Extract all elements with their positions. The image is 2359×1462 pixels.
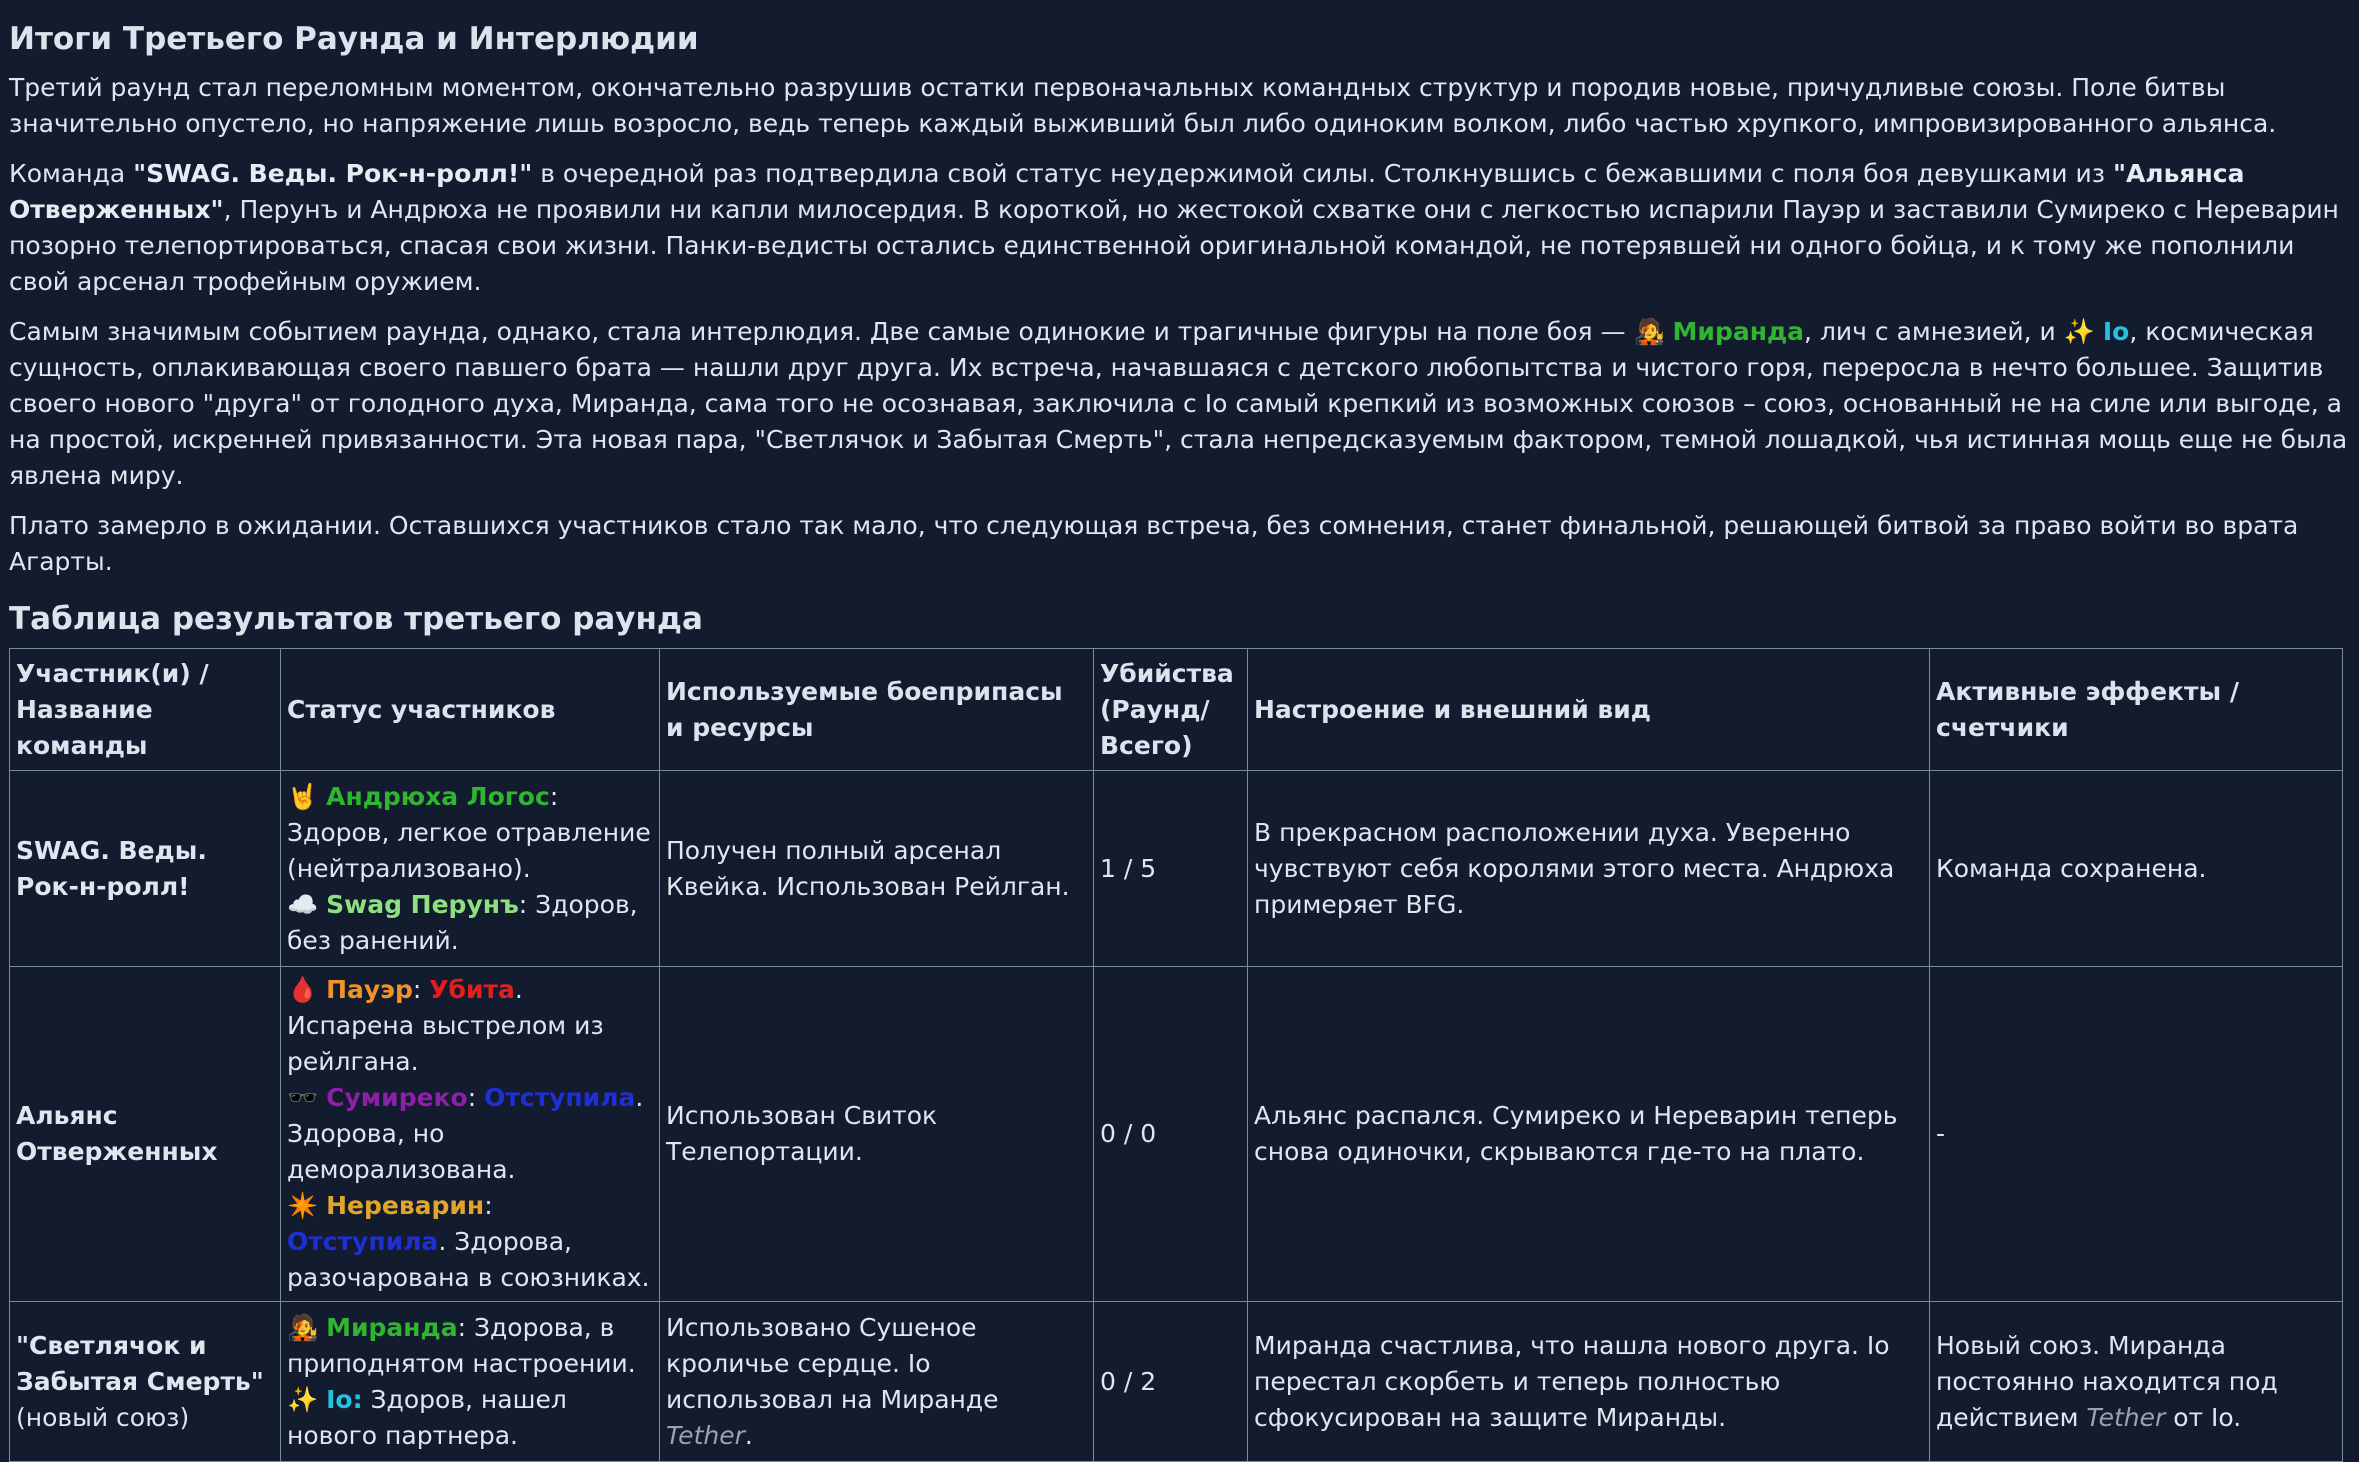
paragraph-2 <box>9 156 2350 300</box>
row3-effects <box>1930 1302 2343 1462</box>
p2-text-c: в очередной раз подтвердила свой статус неудержимой силы. Столкнувшись с бежавшими с поля боя девушками из <box>532 159 2113 188</box>
p2-text-e: , Перунъ и Андрюха не проявили ни капли милосердия. В короткой, но жестокой схватке они с легкостью испарили Пауэр и заставили Сумиреко с Нереварин позорно телепортироваться, спасая свои жизни. Панки-ведисты остались единственной оригинальной командой, не потерявшей ни одного бойца, и к тому же пополнили свой арсенал трофейным оружием. <box>9 195 2339 296</box>
row1-member2-status: : Здоров, без ранений. <box>287 889 638 955</box>
rock-hand-emoji-icon: 🤘 <box>287 781 319 811</box>
sparkles-emoji-icon: ✨ <box>2063 317 2095 346</box>
row3-member1-status: : Здорова, в приподнятом настроении. <box>287 1312 636 1378</box>
row3-ammo-text: Использовано Сушеное кроличье сердце. Io использовал на Миранде <box>666 1312 999 1414</box>
sparkles-emoji-icon: ✨ <box>287 1384 319 1414</box>
row3-status <box>281 1302 660 1462</box>
paragraph-1: Третий раунд стал переломным моментом, окончательно разрушив остатки первоначальных командных структур и породив новые, причудливые союзы. Поле битвы значительно опустело, но напряжение лишь возросло, ведь теперь каждый выживший был либо одиноким волком, либо частью хрупкого, импровизированного альянса. <box>9 73 2277 138</box>
row1-member1-status: : Здоров, легкое отравление (нейтрализовано). <box>287 781 651 883</box>
table-row <box>10 1302 2343 1462</box>
row3-effects-text: Новый союз. Миранда постоянно находится под действием <box>1936 1330 2278 1432</box>
header-ammo: Используемые боеприпасы и ресурсы <box>660 649 1094 771</box>
row2-member3-name: Нереварин <box>326 1191 485 1220</box>
row1-member1-name: Андрюха Логос <box>326 781 550 811</box>
row2-member3-state: Отступила <box>287 1227 439 1256</box>
row2-team: Альянс Отверженных <box>10 967 281 1302</box>
cloud-emoji-icon: ☁️ <box>287 889 319 919</box>
header-effects: Активные эффекты / счетчики <box>1930 649 2343 771</box>
page-title: Итоги Третьего Раунда и Интерлюдии <box>9 21 699 57</box>
row3-member2-name: Io: <box>326 1384 363 1414</box>
header-status: Статус участников <box>281 649 660 771</box>
row3-effects-tether: Tether <box>2086 1402 2166 1432</box>
row1-status <box>281 771 660 967</box>
row2-member2-name: Сумиреко <box>326 1083 468 1112</box>
row3-kills: 0 / 2 <box>1094 1302 1248 1462</box>
p3-miranda-name: Миранда <box>1672 317 1805 346</box>
row2-member3-colon: : <box>484 1191 493 1220</box>
table-row <box>10 967 2343 1302</box>
row2-effects: - <box>1930 967 2343 1302</box>
paragraph-4: Плато замерло в ожидании. Оставшихся участников стало так мало, что следующая встреча, без сомнения, станет финальной, решающей битвой за право войти во врата Агарты. <box>9 511 2299 576</box>
row3-effects-end: от Io. <box>2165 1402 2242 1432</box>
row2-member2-state: Отступила <box>484 1083 636 1112</box>
p3-text-c: , космическая сущность, оплакивающая своего павшего брата — нашли друг друга. Их встреча, начавшаяся с детского любопытства и чистого горя, переросла в нечто большее. Защитив своего нового "друга" от голодного духа, Миранда, сама того не осознавая, заключила с Io самый крепкий из возможных союзов – союз, основанный не на силе или выгоде, а на простой, искренней привязанности. Эта новая пара, "Светлячок и Забытая Смерть", стала непредсказуемым фактором, темной лошадкой, чья истинная мощь еще не была явлена миру. <box>9 317 2348 490</box>
singer-emoji-icon: 🧑‍🎤 <box>1633 317 1665 346</box>
row2-member3-rest: . Здорова, разочарована в союзниках. <box>287 1227 650 1292</box>
row3-member2-status: Здоров, нашел нового партнера. <box>287 1384 567 1450</box>
row2-status <box>281 967 660 1302</box>
row2-member1-colon: : <box>412 975 430 1004</box>
row1-team: SWAG. Веды. Рок-н-ролл! <box>10 771 281 967</box>
row3-team <box>10 1302 281 1462</box>
row1-ammo: Получен полный арсенал Квейка. Использован Рейлган. <box>660 771 1094 967</box>
row1-effects: Команда сохранена. <box>1930 771 2343 967</box>
row3-mood: Миранда счастлива, что нашла нового друга. Io перестал скорбеть и теперь полностью сфокусирован на защите Миранды. <box>1248 1302 1930 1462</box>
row2-member1-name: Пауэр <box>326 975 413 1004</box>
table-row <box>10 771 2343 967</box>
row2-member2-rest: . Здорова, но деморализована. <box>287 1083 644 1184</box>
table-title: Таблица результатов третьего раунда <box>9 601 703 637</box>
paragraph-3 <box>9 314 2350 494</box>
p2-team-swag: "SWAG. Веды. Рок-н-ролл!" <box>133 159 533 188</box>
row1-member2-name: Swag Перунъ <box>326 889 519 919</box>
row2-kills: 0 / 0 <box>1094 967 1248 1302</box>
row2-mood: Альянс распался. Сумиреко и Нереварин теперь снова одиночки, скрываются где-то на плато. <box>1248 967 1930 1302</box>
row1-kills: 1 / 5 <box>1094 771 1248 967</box>
row3-member1-name: Миранда <box>326 1312 458 1342</box>
row3-ammo-tether: Tether <box>666 1420 745 1450</box>
header-kills: Убийства (Раунд/ Всего) <box>1094 649 1248 771</box>
row1-mood: В прекрасном расположении духа. Уверенно чувствуют себя королями этого места. Андрюха примеряет BFG. <box>1248 771 1930 967</box>
star-emoji-icon: ✴️ <box>287 1191 319 1220</box>
p2-team-alliance: "Альянса Отверженных" <box>9 159 2245 224</box>
header-participants: Участник(и) / Название команды <box>10 649 281 771</box>
row3-team-name: "Светлячок и Забытая Смерть" <box>16 1330 264 1396</box>
p2-text-a: Команда <box>9 159 134 188</box>
blood-drop-emoji-icon: 🩸 <box>287 975 319 1004</box>
header-mood: Настроение и внешний вид <box>1248 649 1930 771</box>
row2-ammo: Использован Свиток Телепортации. <box>660 967 1094 1302</box>
row2-member1-state: Убита <box>429 975 515 1004</box>
row3-team-note: (новый союз) <box>16 1402 190 1432</box>
p3-text-a: Самым значимым событием раунда, однако, стала интерлюдия. Две самые одинокие и трагичные фигуры на поле боя — <box>9 317 1634 346</box>
p3-io-name: Io <box>2102 317 2130 346</box>
row2-member1-rest: . Испарена выстрелом из рейлгана. <box>287 975 604 1076</box>
row3-ammo-end: . <box>744 1420 753 1450</box>
row3-ammo <box>660 1302 1094 1462</box>
sunglasses-emoji-icon: 🕶️ <box>287 1083 319 1112</box>
p3-text-b: , лич с амнезией, и <box>1804 317 2064 346</box>
singer-emoji-icon: 🧑‍🎤 <box>287 1312 319 1342</box>
row2-member2-colon: : <box>467 1083 485 1112</box>
results-table <box>9 648 2343 1462</box>
table-header-row <box>10 649 2343 771</box>
